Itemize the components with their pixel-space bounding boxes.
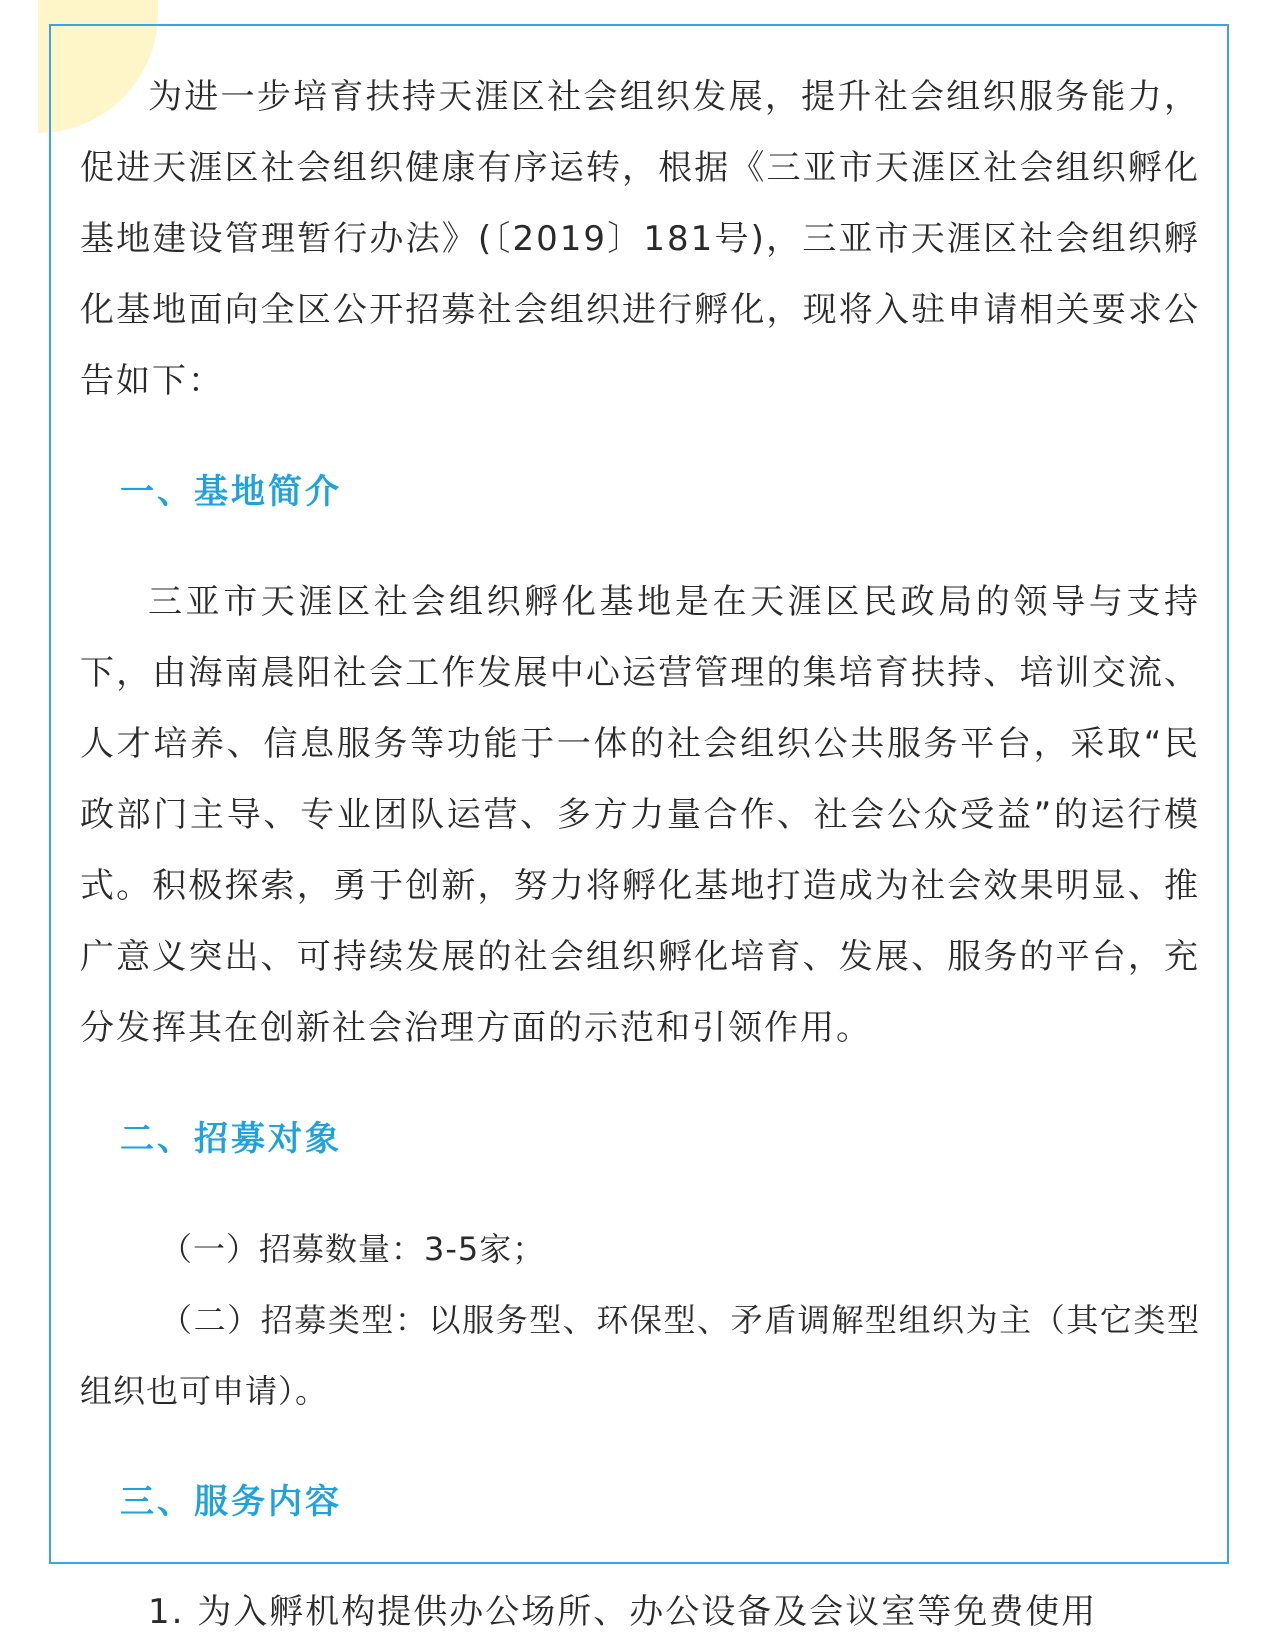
section-1-paragraph: 三亚市天涯区社会组织孵化基地是在天涯区民政局的领导与支持下，由海南晨阳社会工作发展中心运营管理的集培育扶持、培训交流、人才培养、信息服务等功能于一体的社会组织公共服务平台，采取“民政部门主导、专业团队运营、多方力量合作、社会公众受益”的运行模式。积极探索，勇于创新，努力将孵化基地打造成为社会效果明显、推广意义突出、可持续发展的社会组织孵化培育、发展、服务的平台，充分发挥其在创新社会治理方面的示范和引领作用。 [80, 582, 1200, 1048]
recruit-type-item: （二）招募类型：以服务型、环保型、矛盾调解型组织为主（其它类型组织也可申请）。 [80, 1301, 1200, 1410]
article-body [80, 62, 1200, 1648]
recruit-count-item: （一）招募数量：3-5家； [160, 1230, 546, 1268]
section-heading-3: 三、服务内容 [120, 1482, 342, 1522]
section-3-paragraph: 1. 为入孵机构提供办公场所、办公设备及会议室等免费使用 [148, 1592, 1098, 1632]
intro-paragraph: 为进一步培育扶持天涯区社会组织发展，提升社会组织服务能力，促进天涯区社会组织健康有序运转，根据《三亚市天涯区社会组织孵化基地建设管理暂行办法》(〔2019〕181号)，三亚市天涯区社会组织孵化基地面向全区公开招募社会组织进行孵化，现将入驻申请相关要求公告如下： [80, 77, 1200, 401]
section-heading-1: 一、基地简介 [120, 472, 342, 512]
section-heading-2: 二、招募对象 [120, 1119, 342, 1159]
